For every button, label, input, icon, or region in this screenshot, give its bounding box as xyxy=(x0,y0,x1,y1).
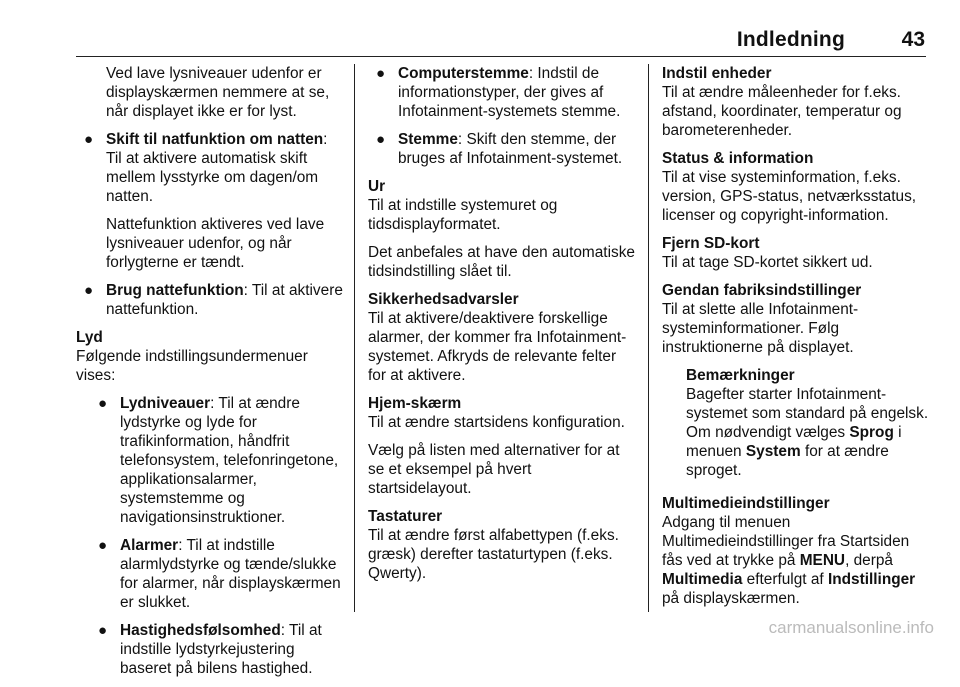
section-heading: Fjern SD-kort xyxy=(662,235,760,252)
section-text: Til at tage SD-kortet sikkert ud. xyxy=(662,254,873,271)
section-text: Til at ændre måleenheder for f.eks. afstand, koordinater, temperatur og barometerenheder. xyxy=(662,84,902,139)
bullet-item xyxy=(90,536,344,612)
bullet-label: Stemme xyxy=(398,131,458,148)
paragraph: Vælg på listen med alternativer for at se et eksempel på hvert startsidelayout. xyxy=(368,442,620,497)
section-lyd xyxy=(76,328,344,385)
bullet-icon: ● xyxy=(84,131,94,148)
section-tastaturer xyxy=(368,507,636,583)
bullet-item xyxy=(90,621,344,678)
section-fabriksindstillinger xyxy=(662,281,930,357)
note-heading: Bemærkninger xyxy=(686,367,795,384)
bullet-text: : Til at aktivere nattefunktion. xyxy=(106,282,343,318)
bullet-text: : Til at indstille alarmlydstyrke og tænde/slukke for alarmer, når displayskærmen er slukket. xyxy=(120,537,341,611)
bullet-label: Skift til natfunktion om natten xyxy=(106,131,324,148)
header-divider xyxy=(76,56,926,57)
section-ur xyxy=(368,177,636,234)
section-hjem-skaerm xyxy=(368,394,636,432)
bullet-item xyxy=(368,130,636,168)
paragraph: Ved lave lysniveauer udenfor er displayskærmen nemmere at se, når displayet ikke er for lyst. xyxy=(106,65,330,120)
column-divider-1 xyxy=(354,64,355,612)
section-text: Til at ændre startsidens konfiguration. xyxy=(368,414,625,431)
column-divider-2 xyxy=(648,64,649,612)
page-number: 43 xyxy=(901,28,925,51)
section-text: Adgang til menuen Multimedieindstillinger fra Startsiden fås ved at trykke på MENU, derpå Multimedia efterfulgt af Indstillinger på displayskærmen. xyxy=(662,514,916,607)
section-text: Til at vise systeminformation, f.eks. version, GPS-status, netværksstatus, licenser og copyright-information. xyxy=(662,169,917,224)
bullet-text: : Til at aktivere automatisk skift mellem lysstyrke om dagen/om natten. xyxy=(106,131,328,205)
section-text: Til at ændre først alfabettypen (f.eks. græsk) derefter tastaturtypen (f.eks. Qwerty). xyxy=(368,527,619,582)
bullet-text: : Indstil de informationstyper, der gives af Infotainment-systemets stemme. xyxy=(398,65,621,120)
column-1 xyxy=(76,64,344,687)
section-heading: Status & information xyxy=(662,150,814,167)
column-2 xyxy=(368,64,636,592)
bullet-icon: ● xyxy=(376,131,386,148)
section-enheder xyxy=(662,64,930,140)
paragraph: Nattefunktion aktiveres ved lave lysniveauer udenfor, og når forlygterne er tændt. xyxy=(106,216,325,271)
section-heading: Hjem-skærm xyxy=(368,395,462,412)
paragraph: Det anbefales at have den automatiske tidsindstilling slået til. xyxy=(368,244,635,280)
note-text: Bagefter starter Infotainment-systemet som standard på engelsk. Om nødvendigt vælges Sprog i menuen System for at ændre sproget. xyxy=(686,386,929,479)
section-sikkerhedsadvarsler xyxy=(368,290,636,385)
section-title: Indledning xyxy=(736,28,845,51)
note-box xyxy=(662,366,930,480)
section-heading: Ur xyxy=(368,178,386,195)
column-3 xyxy=(662,64,930,617)
bullet-label: Alarmer xyxy=(120,537,179,554)
section-multimedie xyxy=(662,494,930,608)
bullet-item xyxy=(368,64,636,121)
section-text: Til at slette alle Infotainment-systeminformationer. Følg instruktionerne på displayet. xyxy=(662,301,859,356)
watermark: carmanualsonline.info xyxy=(768,618,934,637)
section-heading: Sikkerhedsadvarsler xyxy=(368,291,519,308)
bullet-item xyxy=(76,281,344,319)
section-text: Følgende indstillingsundermenuer vises: xyxy=(76,348,308,384)
bullet-text: : Skift den stemme, der bruges af Infotainment-systemet. xyxy=(398,131,623,167)
section-text: Til at indstille systemuret og tidsdisplayformatet. xyxy=(368,197,558,233)
section-heading: Indstil enheder xyxy=(662,65,772,82)
bullet-icon: ● xyxy=(98,395,108,412)
section-sd-kort xyxy=(662,234,930,272)
section-heading: Lyd xyxy=(76,329,103,346)
bullet-icon: ● xyxy=(84,282,94,299)
bullet-label: Computerstemme xyxy=(398,65,529,82)
section-text: Til at aktivere/deaktivere forskellige alarmer, der kommer fra Infotainment-systemet. Afkryds de relevante felter for at aktivere. xyxy=(368,310,627,384)
bullet-icon: ● xyxy=(376,65,386,82)
bullet-text: : Til at ændre lydstyrke og lyde for trafikinformation, håndfrit telefonsystem, telefonringetone, applikationsalarmer, systemstemme og navigationsinstruktioner. xyxy=(120,395,339,526)
section-status xyxy=(662,149,930,225)
bullet-label: Lydniveauer xyxy=(120,395,211,412)
bullet-item xyxy=(90,394,344,527)
bullet-icon: ● xyxy=(98,537,108,554)
bullet-item xyxy=(76,130,344,206)
section-heading: Tastaturer xyxy=(368,508,443,525)
section-heading: Multimedieindstillinger xyxy=(662,495,830,512)
bullet-icon: ● xyxy=(98,622,108,639)
bullet-label: Hastighedsfølsomhed xyxy=(120,622,281,639)
bullet-label: Brug nattefunktion xyxy=(106,282,244,299)
bullet-text: : Til at indstille lydstyrkejustering baseret på bilens hastighed. xyxy=(120,622,322,677)
section-heading: Gendan fabriksindstillinger xyxy=(662,282,862,299)
